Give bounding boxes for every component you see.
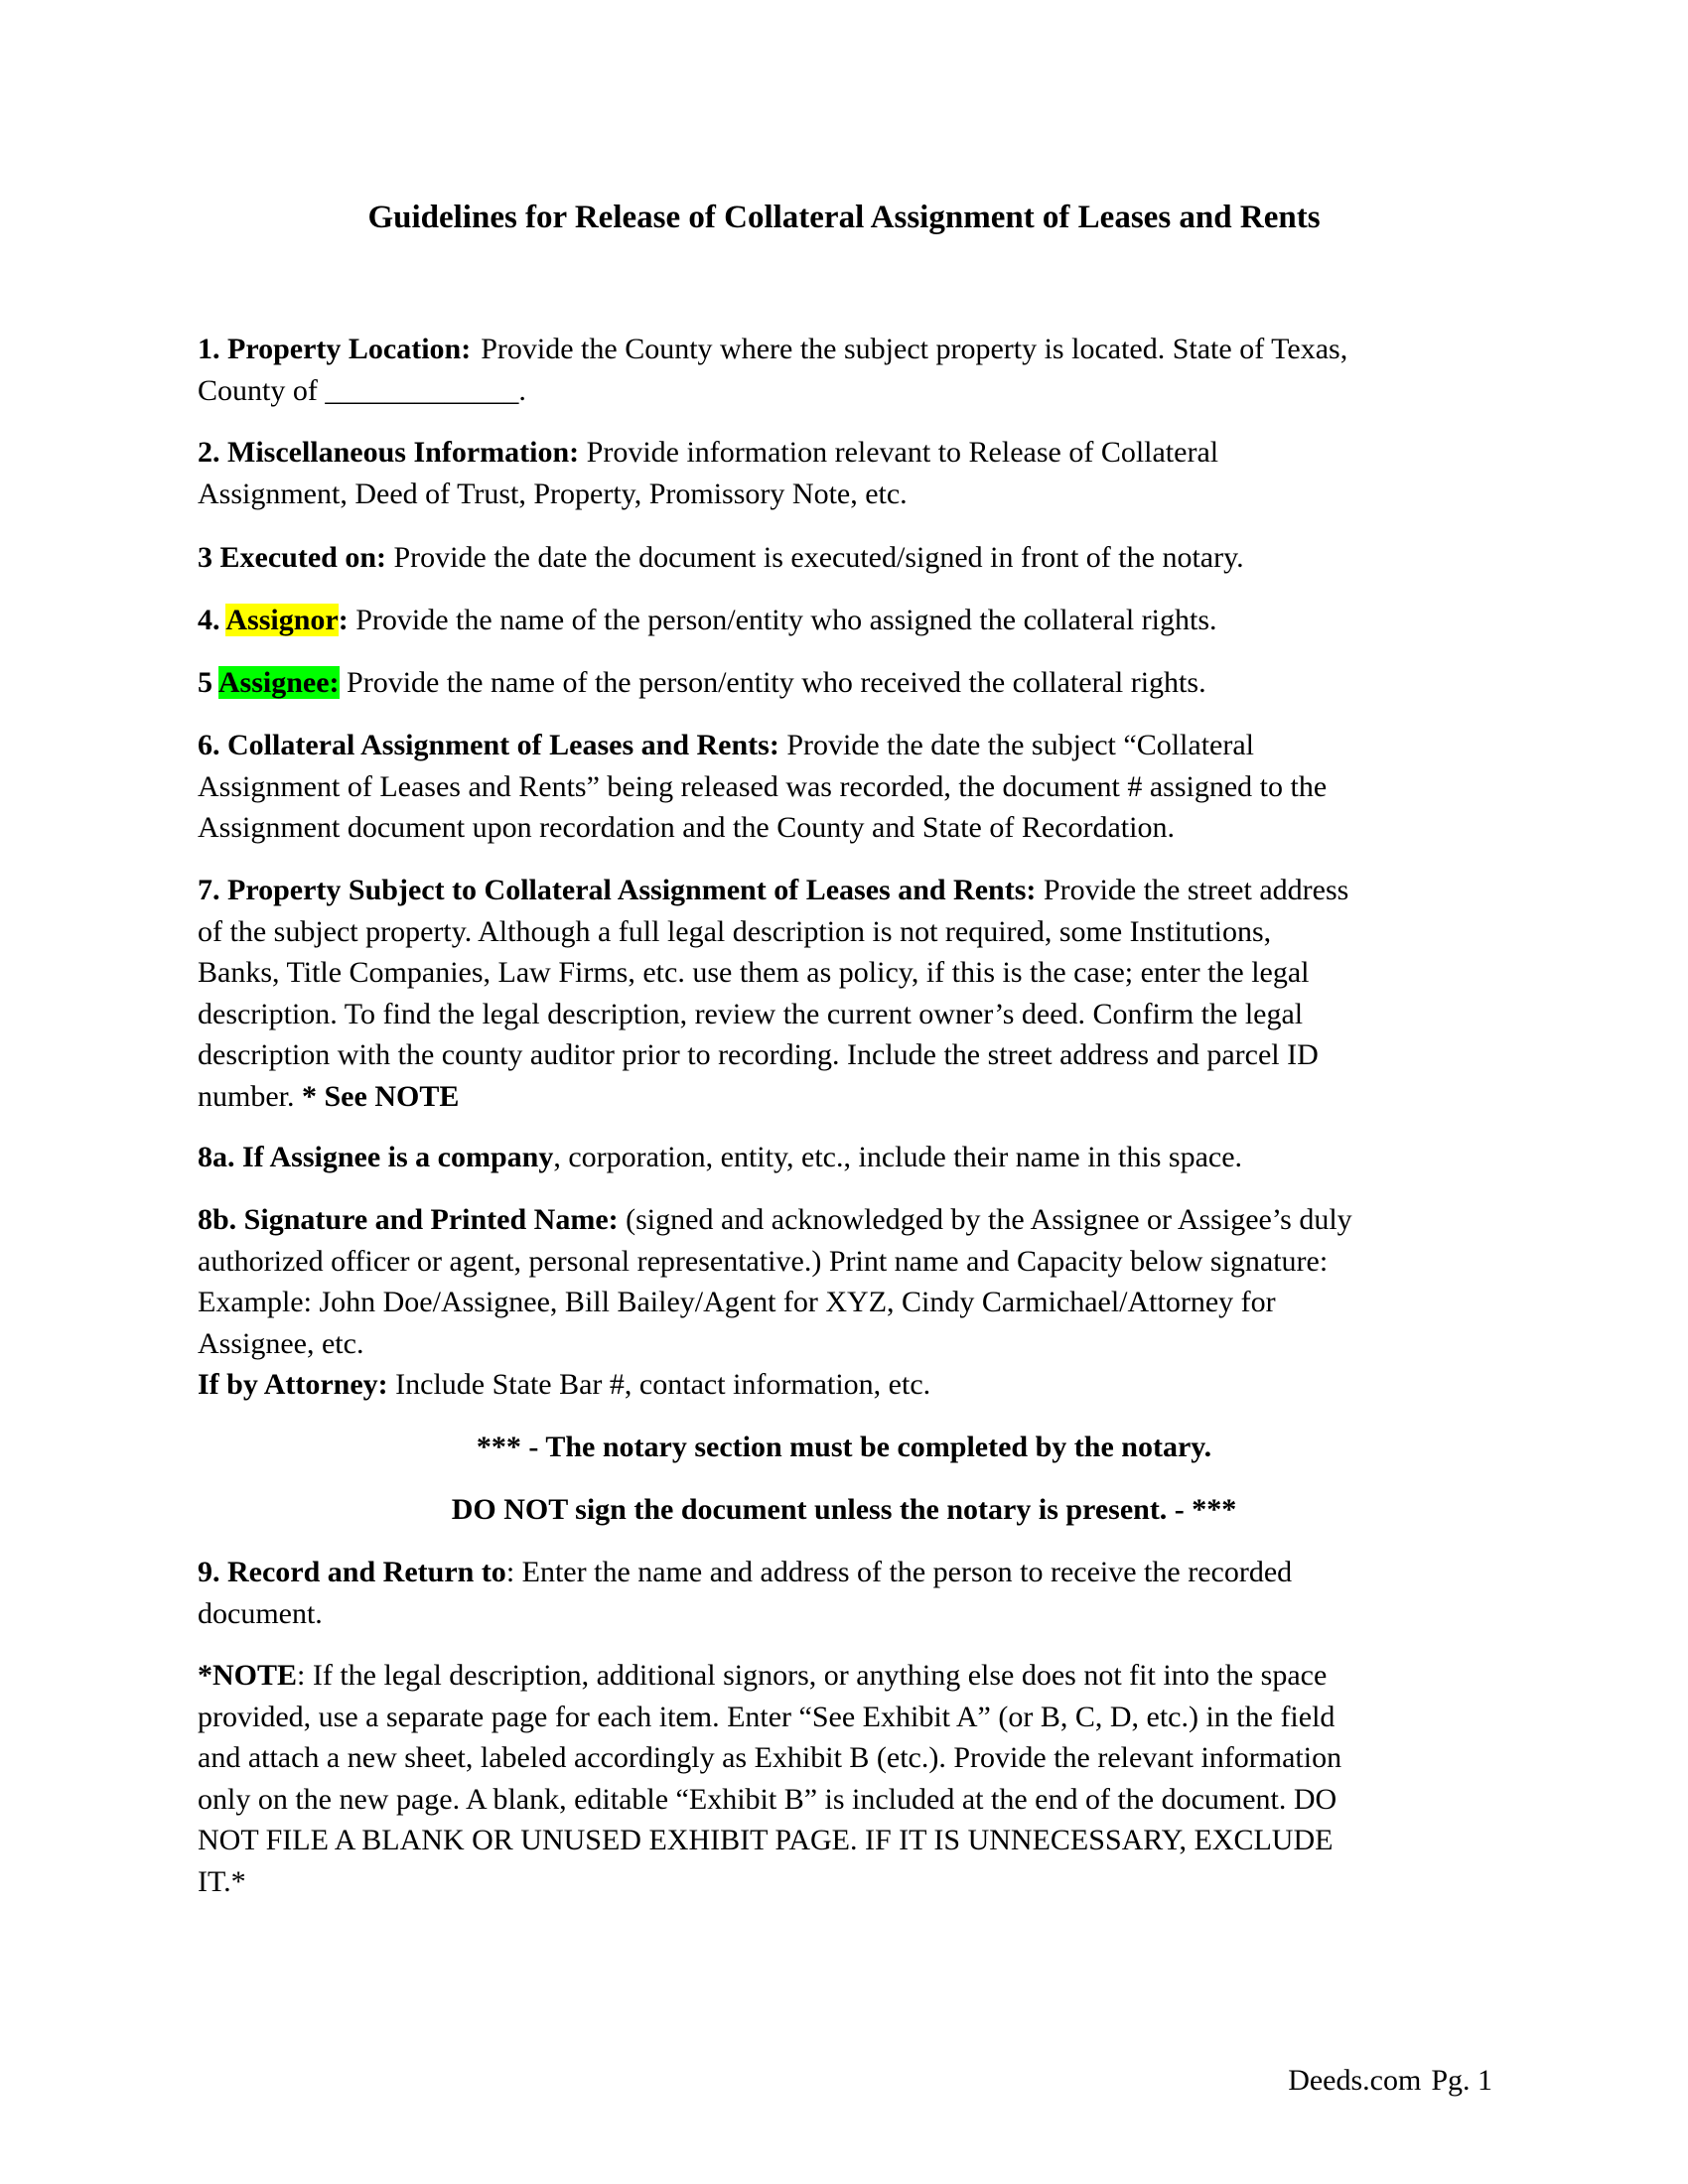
attorney-label: If by Attorney:	[198, 1368, 388, 1401]
item-text: of the subject property. Although a full legal description is not required, some Institutions,	[198, 914, 1272, 948]
item-text: Assignee, etc.	[198, 1326, 364, 1360]
item-assignor	[198, 600, 1488, 641]
item-text: Example: John Doe/Assignee, Bill Bailey/Agent for XYZ, Cindy Carmichael/Attorney for	[198, 1286, 1276, 1318]
item-text: Provide the name of the person/entity who received the collateral rights.	[339, 666, 1206, 699]
item-text: Assignment, Deed of Trust, Property, Promissory Note, etc.	[198, 477, 908, 510]
item-text: description. To find the legal description, review the current owner’s deed. Confirm the legal	[198, 997, 1304, 1030]
item-text: Provide the County where the subject property is located. State of Texas,	[481, 333, 1348, 365]
item-text: description with the county auditor prior to recording. Include the street address and parcel ID	[198, 1038, 1319, 1071]
footer-page-number: Pg. 1	[1431, 2064, 1492, 2097]
item-label: 1. Property Location:	[198, 333, 472, 365]
item-text: and attach a new sheet, labeled accordingly as Exhibit B (etc.). Provide the relevant information	[198, 1741, 1342, 1774]
page-footer	[1288, 2061, 1492, 2101]
item-assignee	[198, 662, 1488, 704]
footer-site: Deeds.com	[1288, 2064, 1422, 2097]
item-text: : If the legal description, additional signors, or anything else does not fit into the space	[297, 1659, 1328, 1692]
item-text: Provide the name of the person/entity who assigned the collateral rights.	[348, 604, 1217, 636]
item-text: provided, use a separate page for each item. Enter “See Exhibit A” (or B, C, D, etc.) in the field	[198, 1700, 1336, 1733]
item-text: Provide information relevant to Release of Collateral	[579, 436, 1219, 469]
item-text: Assignment document upon recordation and the County and State of Recordation.	[198, 811, 1175, 844]
item-collateral-assignment	[198, 725, 1488, 849]
item-signature-printed-name	[198, 1199, 1488, 1406]
notary-warning-1: *** - The notary section must be completed by the notary.	[476, 1431, 1212, 1463]
item-text: IT.*	[198, 1864, 246, 1898]
item-text: : Enter the name and address of the person to receive the recorded	[505, 1556, 1293, 1588]
item-text: County of _____________.	[198, 373, 526, 407]
item-record-and-return	[198, 1552, 1488, 1634]
item-label: 6. Collateral Assignment of Leases and Rents:	[198, 729, 779, 761]
item-text: Provide the date the subject “Collateral	[778, 729, 1254, 761]
item-assignee-company	[198, 1137, 1488, 1178]
note-section	[198, 1655, 1488, 1902]
item-property-subject	[198, 870, 1488, 1117]
item-text: Provide the street address	[1036, 874, 1349, 906]
item-text: Provide the date the document is executed/signed in front of the notary.	[386, 541, 1244, 574]
item-number: 5	[198, 666, 218, 699]
item-label: 8b. Signature and Printed Name:	[198, 1203, 619, 1236]
item-text: , corporation, entity, etc., include their name in this space.	[553, 1141, 1243, 1173]
item-text: Assignment of Leases and Rents” being released was recorded, the document # assigned to the	[198, 769, 1328, 803]
item-colon: :	[338, 604, 349, 636]
item-text: NOT FILE A BLANK OR UNUSED EXHIBIT PAGE. IF IT IS UNNECESSARY, EXCLUDE	[198, 1824, 1334, 1856]
item-text: authorized officer or agent, personal representative.) Print name and Capacity below signature:	[198, 1244, 1329, 1278]
item-text: Banks, Title Companies, Law Firms, etc. use them as policy, if this is the case; enter the legal	[198, 956, 1310, 989]
page-title: Guidelines for Release of Collateral Assignment of Leases and Rents	[367, 200, 1321, 235]
item-misc-information	[198, 432, 1488, 514]
item-property-location	[198, 329, 1488, 411]
item-label: 9. Record and Return to	[198, 1556, 506, 1588]
item-text: document.	[198, 1596, 323, 1630]
item-text: (signed and acknowledged by the Assignee or Assigee’s duly	[618, 1203, 1352, 1236]
item-number: 4.	[198, 604, 226, 636]
item-label: 7. Property Subject to Collateral Assignment of Leases and Rents:	[198, 874, 1037, 906]
item-label: 3 Executed on:	[198, 541, 386, 574]
notary-warning-2: DO NOT sign the document unless the notary is present. - ***	[451, 1493, 1237, 1526]
note-label: *NOTE	[198, 1659, 298, 1692]
item-text: Include State Bar #, contact information, etc.	[387, 1368, 931, 1401]
assignor-highlight: Assignor	[225, 604, 339, 636]
item-label: 8a. If Assignee is a company	[198, 1141, 554, 1173]
item-executed-on	[198, 537, 1488, 579]
assignee-highlight: Assignee:	[217, 666, 340, 699]
item-label: 2. Miscellaneous Information:	[198, 436, 580, 469]
see-note-reference: * See NOTE	[302, 1079, 460, 1113]
item-text: only on the new page. A blank, editable “Exhibit B” is included at the end of the document. DO	[198, 1782, 1337, 1816]
item-text: number.	[198, 1079, 302, 1113]
